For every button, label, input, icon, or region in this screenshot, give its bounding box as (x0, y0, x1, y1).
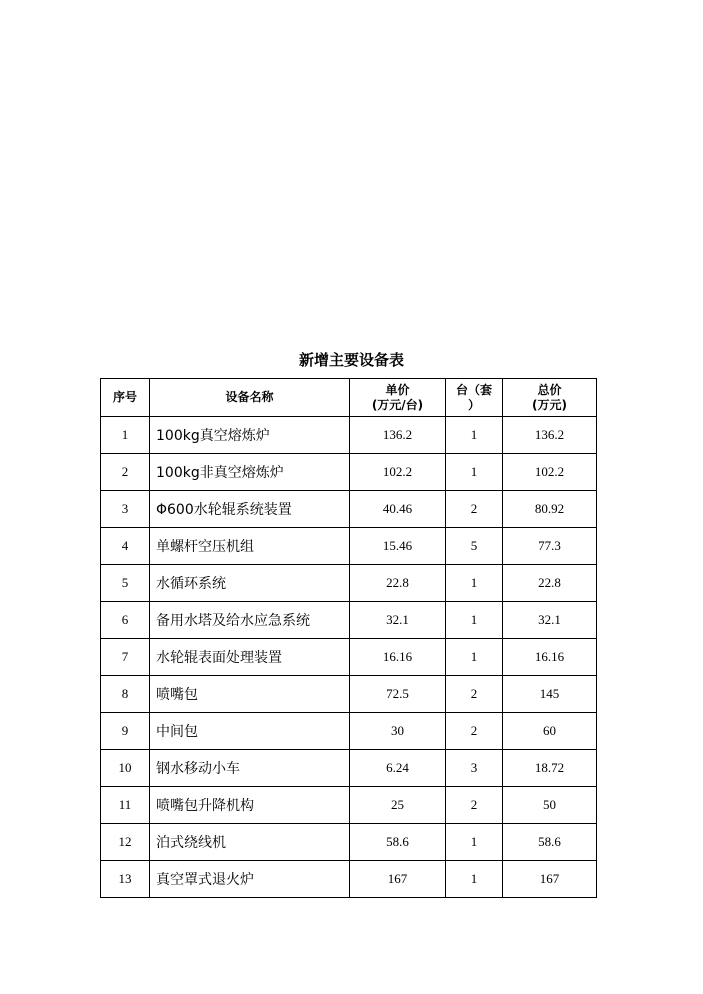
cell-unit-price: 25 (350, 787, 446, 824)
cell-name: 喷嘴包升降机构 (150, 787, 350, 824)
cell-qty: 3 (446, 750, 503, 787)
cell-total: 60 (503, 713, 597, 750)
header-row (101, 379, 597, 417)
cell-unit-price: 15.46 (350, 528, 446, 565)
header-name: 设备名称 (150, 379, 350, 417)
cell-total: 80.92 (503, 491, 597, 528)
cell-qty: 5 (446, 528, 503, 565)
cell-name: 中间包 (150, 713, 350, 750)
header-unit-price-line2: (万元/台) (371, 397, 424, 412)
cell-qty: 2 (446, 787, 503, 824)
cell-name: 100kg非真空熔炼炉 (150, 454, 350, 491)
cell-qty: 1 (446, 639, 503, 676)
header-total-line1: 总价 (537, 382, 562, 397)
cell-index: 9 (101, 713, 150, 750)
table-title: 新增主要设备表 (298, 351, 404, 369)
cell-qty: 2 (446, 676, 503, 713)
header-qty (446, 379, 503, 417)
header-qty-line1: 台（套 (455, 382, 492, 397)
cell-total: 136.2 (503, 417, 597, 454)
table-row (101, 861, 597, 898)
table-row (101, 639, 597, 676)
cell-unit-price: 6.24 (350, 750, 446, 787)
cell-qty: 1 (446, 824, 503, 861)
cell-qty: 1 (446, 861, 503, 898)
cell-index: 10 (101, 750, 150, 787)
cell-unit-price: 102.2 (350, 454, 446, 491)
cell-unit-price: 167 (350, 861, 446, 898)
cell-unit-price: 30 (350, 713, 446, 750)
cell-index: 12 (101, 824, 150, 861)
cell-name: 真空罩式退火炉 (150, 861, 350, 898)
cell-qty: 1 (446, 565, 503, 602)
table-row (101, 602, 597, 639)
cell-name: 钢水移动小车 (150, 750, 350, 787)
cell-unit-price: 72.5 (350, 676, 446, 713)
cell-unit-price: 58.6 (350, 824, 446, 861)
cell-name: 单螺杆空压机组 (150, 528, 350, 565)
cell-unit-price: 32.1 (350, 602, 446, 639)
cell-total: 50 (503, 787, 597, 824)
table-row (101, 491, 597, 528)
cell-name: 水循环系统 (150, 565, 350, 602)
cell-index: 1 (101, 417, 150, 454)
cell-index: 3 (101, 491, 150, 528)
cell-total: 18.72 (503, 750, 597, 787)
table-row (101, 454, 597, 491)
cell-total: 145 (503, 676, 597, 713)
cell-qty: 1 (446, 417, 503, 454)
cell-total: 22.8 (503, 565, 597, 602)
equipment-table (100, 378, 597, 898)
header-index: 序号 (101, 379, 150, 417)
cell-name: Φ600水轮辊系统装置 (150, 491, 350, 528)
cell-total: 16.16 (503, 639, 597, 676)
cell-unit-price: 136.2 (350, 417, 446, 454)
table-row (101, 676, 597, 713)
header-unit-price-line1: 单价 (385, 382, 410, 397)
cell-unit-price: 40.46 (350, 491, 446, 528)
cell-qty: 1 (446, 602, 503, 639)
table-row (101, 824, 597, 861)
cell-index: 11 (101, 787, 150, 824)
cell-unit-price: 16.16 (350, 639, 446, 676)
cell-index: 2 (101, 454, 150, 491)
table-row (101, 528, 597, 565)
header-unit-price (350, 379, 446, 417)
cell-index: 5 (101, 565, 150, 602)
table-row (101, 565, 597, 602)
cell-index: 7 (101, 639, 150, 676)
header-total-line2: (万元) (532, 397, 567, 412)
cell-index: 4 (101, 528, 150, 565)
cell-name: 泊式绕线机 (150, 824, 350, 861)
cell-name: 备用水塔及给水应急系统 (150, 602, 350, 639)
cell-total: 102.2 (503, 454, 597, 491)
cell-name: 100kg真空熔炼炉 (150, 417, 350, 454)
header-total (503, 379, 597, 417)
cell-total: 77.3 (503, 528, 597, 565)
table-row (101, 750, 597, 787)
cell-name: 水轮辊表面处理装置 (150, 639, 350, 676)
table-row (101, 787, 597, 824)
table-row (101, 417, 597, 454)
cell-index: 8 (101, 676, 150, 713)
table-row (101, 713, 597, 750)
cell-index: 13 (101, 861, 150, 898)
cell-qty: 2 (446, 491, 503, 528)
cell-unit-price: 22.8 (350, 565, 446, 602)
cell-qty: 2 (446, 713, 503, 750)
cell-qty: 1 (446, 454, 503, 491)
header-qty-line2: ） (467, 397, 480, 412)
cell-index: 6 (101, 602, 150, 639)
cell-name: 喷嘴包 (150, 676, 350, 713)
cell-total: 167 (503, 861, 597, 898)
cell-total: 58.6 (503, 824, 597, 861)
cell-total: 32.1 (503, 602, 597, 639)
